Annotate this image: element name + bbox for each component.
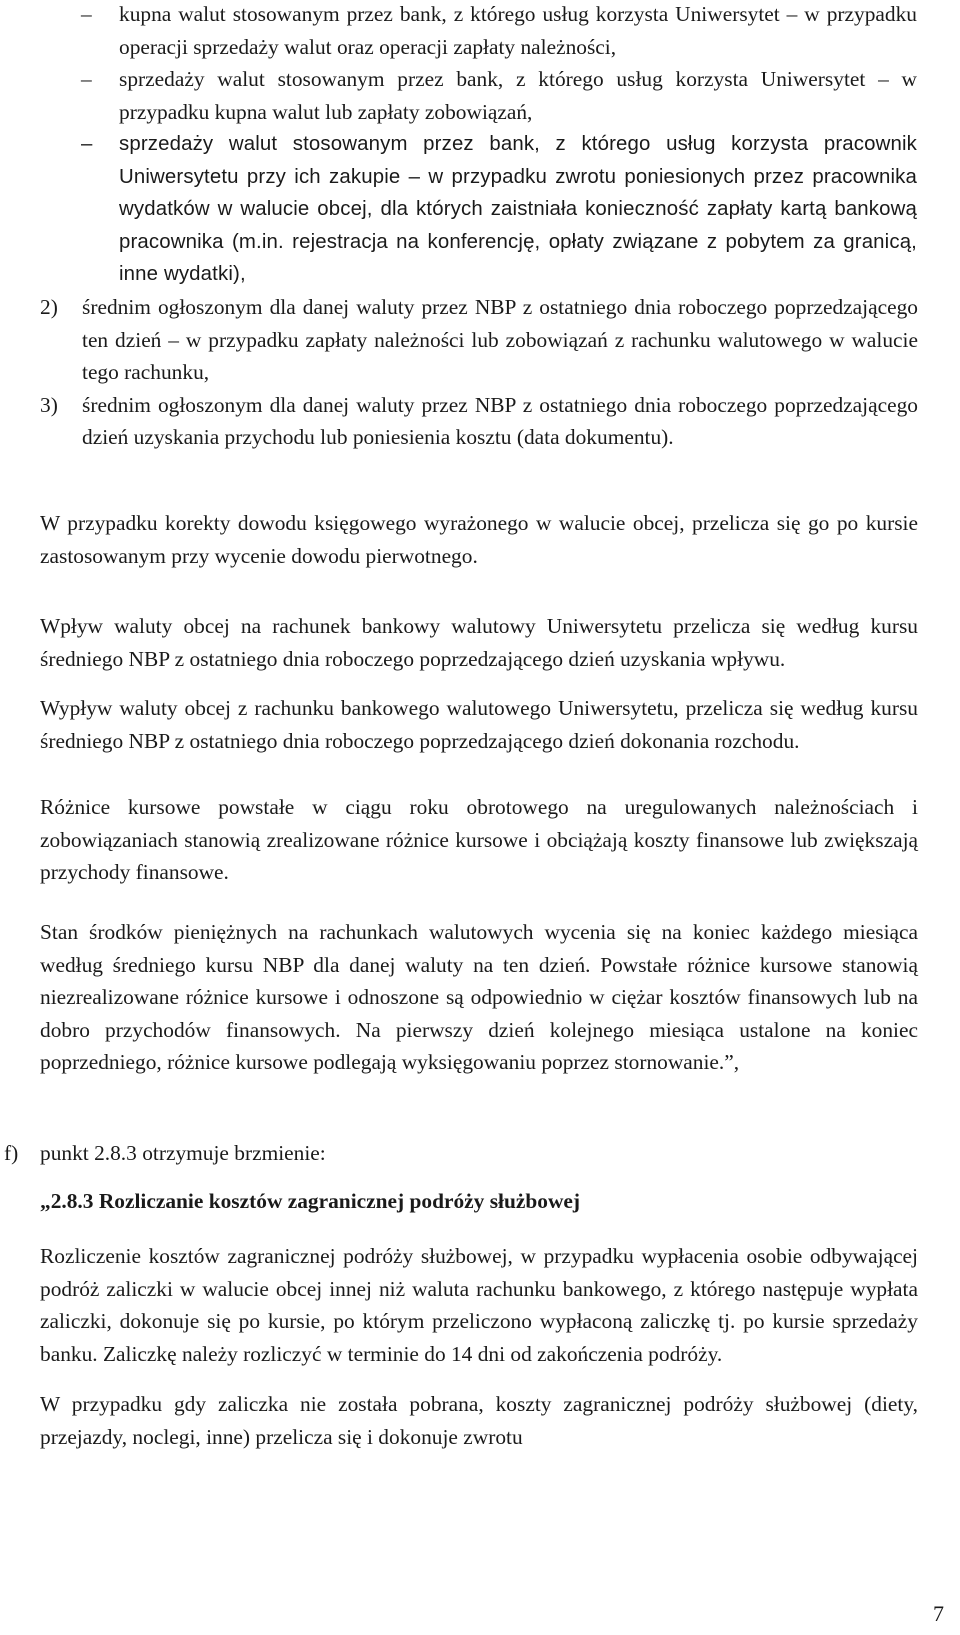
dash-item-2 (81, 63, 917, 128)
numbered-item-3 (0, 389, 918, 454)
item-number: 3) (40, 392, 58, 417)
point-f-text: punkt 2.8.3 otrzymuje brzmienie: (40, 1141, 326, 1165)
section-paragraph-advance: Rozliczenie kosztów zagranicznej podróży służbowej, w przypadku wypłacenia osobie odbywającej podróż zaliczki w walucie obcej innej niż waluta rachunku bankowego, z którego następuje wypłata zaliczki, dokonuje się po kursie, po którym przeliczono wypłaconą zaliczkę tj. po kursie sprzedaży banku. Zaliczkę należy rozliczyć w terminie do 14 dni od zakończenia podróży. (40, 1244, 918, 1366)
dash-item-text: sprzedaży walut stosowanym przez bank, z którego usług korzysta Uniwersytet – w przypadku kupna walut lub zapłaty zobowiązań, (119, 67, 917, 124)
section-heading: „2.8.3 Rozliczanie kosztów zagranicznej podróży służbowej (40, 1189, 581, 1213)
paragraph-correction: W przypadku korekty dowodu księgowego wyrażonego w walucie obcej, przelicza się go po kursie zastosowanym przy wycenie dowodu pierwotnego. (40, 511, 918, 568)
page-number: 7 (933, 1601, 944, 1626)
dash-item-text: kupna walut stosowanym przez bank, z którego usług korzysta Uniwersytet – w przypadku operacji sprzedaży walut oraz operacji zapłaty należności, (119, 2, 917, 59)
numbered-item-text: średnim ogłoszonym dla danej waluty przez NBP z ostatniego dnia roboczego poprzedzającego dzień uzyskania przychodu lub poniesienia kosztu (data dokumentu). (82, 392, 918, 449)
dash-marker: – (81, 2, 92, 26)
numbered-item-2 (0, 291, 918, 389)
paragraph-cash-valuation: Stan środków pieniężnych na rachunkach walutowych wycenia się na koniec każdego miesiąca według średniego kursu NBP dla danej waluty na ten dzień. Powstałe różnice kursowe stanowią niezrealizowane różnice kursowe i odnoszone są odpowiednio w ciężar kosztów finansowych lub na dobro przychodów finansowych. Na pierwszy dzień kolejnego miesiąca ustalone na koniec poprzedniego, różnice kursowe podlegają wyksięgowaniu poprzez stornowanie.”, (40, 920, 918, 1074)
dash-item-3 (81, 128, 917, 291)
section-paragraph-no-advance: W przypadku gdy zaliczka nie została pobrana, koszty zagranicznej podróży służbowej (diety, przejazdy, noclegi, inne) przelicza się i dokonuje zwrotu (40, 1392, 918, 1449)
point-marker: f) (4, 1141, 19, 1165)
dash-item-text: sprzedaży walut stosowanym przez bank, z którego usług korzysta pracownik Uniwersytetu przy ich zakupie – w przypadku zwrotu poniesionych przez pracownika wydatków w walucie obcej, dla których zaistniała konieczność zapłaty kartą bankową pracownika (m.in. rejestracja na konferencję, opłaty związane z pobytem za granicą, inne wydatki), (119, 133, 917, 285)
dash-list (81, 0, 917, 291)
dash-marker: – (81, 67, 92, 91)
numbered-item-text: średnim ogłoszonym dla danej waluty przez NBP z ostatniego dnia roboczego poprzedzającego ten dzień – w przypadku zapłaty należności lub zobowiązań z rachunku walutowego w walucie tego rachunku, (82, 295, 918, 384)
dash-marker: – (81, 133, 93, 155)
paragraph-outflow: Wypływ waluty obcej z rachunku bankowego walutowego Uniwersytetu, przelicza się według kursu średniego NBP z ostatniego dnia roboczego poprzedzającego dzień dokonania rozchodu. (40, 696, 918, 753)
numbered-list (0, 291, 960, 454)
paragraph-inflow: Wpływ waluty obcej na rachunek bankowy walutowy Uniwersytetu przelicza się według kursu średniego NBP z ostatniego dnia roboczego poprzedzającego dzień uzyskania wpływu. (40, 614, 918, 671)
item-number: 2) (40, 295, 58, 319)
paragraph-exchange-differences: Różnice kursowe powstałe w ciągu roku obrotowego na uregulowanych należnościach i zobowiązaniach stanowią zrealizowane różnice kursowe i obciążają koszty finansowe lub zwiększają przychody finansowe. (40, 795, 918, 884)
dash-item-1 (81, 0, 917, 63)
